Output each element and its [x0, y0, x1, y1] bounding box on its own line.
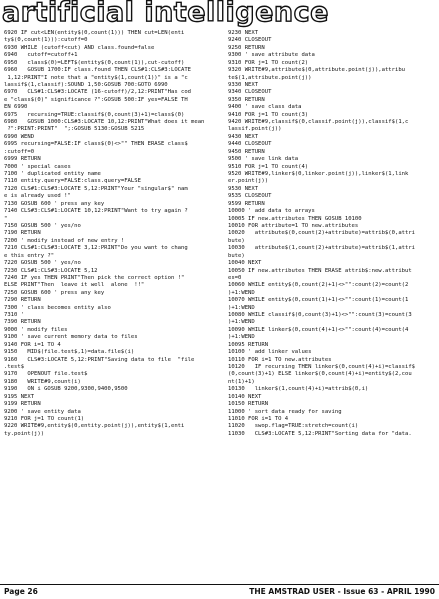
code-line: 7300 ' class becomes entity also — [4, 304, 111, 311]
code-listing-left-column — [4, 30, 217, 438]
code-line: 7200 ' modify instead of new entry ! — [4, 237, 125, 244]
code-line: 6975 recursing=TRUE:classif$(0,count(3)+1)=class$(0) — [4, 111, 185, 118]
code-line: lassif.point(j)) — [228, 126, 282, 133]
page-number: Page 26 — [4, 587, 38, 596]
code-line: e "class$(0)" significance ?":GOSUB 500:IF yes=FALSE TH — [4, 96, 188, 103]
code-line: (0,count(3)+1) ELSE linker$(0,count(4)+i)=entity$(2,cou — [228, 371, 412, 378]
code-line: 6960 GOSUB 1700:IF class.found THEN CLS#1:CLS#3:LOCATE — [4, 67, 192, 74]
code-line: 9000 ' modify files — [4, 326, 68, 333]
code-line: 9240 CLOSEOUT — [228, 37, 272, 44]
code-line: 10060 WHILE entity$(0,count(2)+1)<>"":count(2)=count(2 — [228, 282, 409, 289]
code-line: 6930 WHILE (cutoff<cut) AND class.found=false — [4, 44, 155, 51]
code-line: 9140 FOR i=1 TO 4 — [4, 341, 61, 348]
code-line: 9180 WRITE#9,count(i) — [4, 378, 81, 385]
code-line: 9170 OPENOUT file.test$ — [4, 371, 88, 378]
code-line: 11020 swop.flag=TRUE:stretch=count(i) — [228, 423, 359, 430]
code-line: 6980 GOSUB 1000:CLS#3:LOCATE 10,12:PRINT"What does it mean — [4, 119, 205, 126]
code-line: 6995 recursing=FALSE:IF class$(0)<>"" THEN ERASE class$ — [4, 141, 188, 148]
code-line: 9190 ON i GOSUB 9200,9300,9400,9500 — [4, 386, 128, 393]
code-line: 10120 IF recursing THEN linker$(0,count(4)+i)=classif$ — [228, 363, 416, 370]
code-line: es=0 — [228, 274, 242, 281]
code-line: 10090 WHILE linker$(0,count(4)+1)<>"":count(4)=count(4 — [228, 326, 409, 333]
code-line: EN 6990 — [4, 104, 28, 111]
code-line: 9510 FOR j=1 TO count(4) — [228, 163, 309, 170]
code-line: 9250 RETURN — [228, 44, 265, 51]
code-line: e this entry ?" — [4, 252, 55, 259]
code-line: 7100 ' duplicated entity name — [4, 171, 101, 178]
code-line: 9150 MID$(file.test$,1)=data.file$(i) — [4, 349, 135, 356]
code-line: 10030 attribute$(1,count(2)+attribute)=attrib$(1,attri — [228, 245, 416, 252]
code-line: 9100 ' save current memory data to files — [4, 334, 138, 341]
code-line: 10130 linker$(1,count(4)+i)=attrib$(0,i) — [228, 386, 369, 393]
code-line: 7000 ' special cases — [4, 163, 71, 170]
code-line: ty$(0,count(1))):cutoff=0 — [4, 37, 88, 44]
code-line: 6999 RETURN — [4, 156, 41, 163]
section-title: artificial intelligence — [2, 0, 329, 28]
code-line: 10150 RETURN — [228, 401, 269, 408]
code-line: 7210 CLS#1:CLS#3:LOCATE 3,12:PRINT"Do you want to chang — [4, 245, 188, 252]
code-line: 7250 GOSUB 600 ' press any key — [4, 289, 105, 296]
code-line: 10070 WHILE entity$(0,count(1)+1)<>"":count(1)=count(1 — [228, 297, 409, 304]
code-line: 11010 FOR i=1 TO 4 — [228, 415, 289, 422]
code-line: 9210 FOR j=1 TO count(1) — [4, 415, 85, 422]
code-line: )+1:WEND — [228, 319, 255, 326]
code-line: 6940 cutoff=cutoff+1 — [4, 52, 78, 59]
code-line: 9220 WRITE#9,entity$(0,entity.point(j)),entity$(1,enti — [4, 423, 185, 430]
code-line: 10110 FOR i=1 TO new.attributes — [228, 356, 332, 363]
code-line: bute) — [228, 237, 245, 244]
code-line: 9599 RETURN — [228, 200, 265, 207]
code-line: 9430 NEXT — [228, 133, 259, 140]
code-line: 7190 RETURN — [4, 230, 41, 237]
code-line: 7290 RETURN — [4, 297, 41, 304]
code-line: )+1:WEND — [228, 334, 255, 341]
code-line: 10100 ' add linker values — [228, 349, 312, 356]
code-line: )+1:WEND — [228, 289, 255, 296]
page-footer — [0, 584, 439, 599]
code-line: 11030 CLS#3:LOCATE 5,12:PRINT"Sorting data for "data. — [228, 430, 412, 437]
code-line: 6970 CLS#1:CLS#3:LOCATE (16-cutoff)/2,12:PRINT"Has cod — [4, 89, 192, 96]
code-line: 9410 FOR j=1 TO count(3) — [228, 111, 309, 118]
code-line: 7230 CLS#1:CLS#3:LOCATE 5,12 — [4, 267, 98, 274]
code-line: .test$ — [4, 363, 25, 370]
code-line: 7220 GOSUB 500 ' yes/no — [4, 260, 81, 267]
code-line: 6950 class$(0)=LEFT$(entity$(0,count(1)),cut-cutoff) — [4, 59, 185, 66]
code-line: nt(1)+1) — [228, 378, 255, 385]
code-line: 9230 NEXT — [228, 30, 259, 36]
code-line: 7130 GOSUB 600 ' press any key — [4, 200, 105, 207]
code-line: 9520 WRITE#9,linker$(0,linker.point(j)),linker$(1,link — [228, 171, 409, 178]
code-line: 9160 CLS#3:LOCATE 5,12:PRINT"Saving data to file "file — [4, 356, 195, 363]
code-line: 6990 WEND — [4, 133, 35, 140]
code-line: 7310 ' — [4, 312, 25, 319]
code-line: 10005 IF new.attributes THEN GOSUB 10100 — [228, 215, 362, 222]
code-line: 7110 entity.query=FALSE:class.query=FALSE — [4, 178, 141, 185]
code-line: 10010 FOR attribute=1 TO new.attributes — [228, 222, 359, 229]
code-line: te$(1,attribute.point(j)) — [228, 74, 312, 81]
code-line: 7150 GOSUB 500 ' yes/no — [4, 222, 81, 229]
code-line: 10020 attribute$(0,count(2)+attribute)=attrib$(0,attri — [228, 230, 416, 237]
code-line: 9300 ' save attribute data — [228, 52, 315, 59]
code-line: 7240 IF yes THEN PRINT"Then pick the correct option !" — [4, 274, 185, 281]
code-line: 10095 RETURN — [228, 341, 269, 348]
code-line: 10080 WHILE classif$(0,count(3)+1)<>"":count(3)=count(3 — [228, 312, 412, 319]
code-line: 9500 ' save link data — [228, 156, 299, 163]
code-line: :cutoff=0 — [4, 148, 35, 155]
code-line: 11000 ' sort data ready for saving — [228, 408, 342, 415]
code-line: 10050 IF new.attributes THEN ERASE attrib$:new.attribut — [228, 267, 412, 274]
code-line: )+1:WEND — [228, 304, 255, 311]
code-line: 9340 CLOSEOUT — [228, 89, 272, 96]
code-line: 9530 NEXT — [228, 185, 259, 192]
code-line: 7120 CLS#1:CLS#3:LOCATE 5,12:PRINT"Your "singular$" nam — [4, 185, 188, 192]
code-line: 9320 WRITE#9,attribute$(0,attribute.point(j)),attribu — [228, 67, 405, 74]
code-line: 9195 NEXT — [4, 393, 35, 400]
page-header — [0, 0, 439, 26]
code-line: bute) — [228, 252, 245, 259]
code-line: 1,12:PRINT"I note that a "entity$(1,count(1))" is a "c — [4, 74, 188, 81]
code-line: lassif$(1,classif):SOUND 1,50:GOSUB 700:GOTO 6990 — [4, 81, 168, 88]
code-line: 10000 ' add data to arrays — [228, 208, 315, 215]
code-line: 9330 NEXT — [228, 81, 259, 88]
code-line: 9200 ' save entity data — [4, 408, 81, 415]
code-line: 9420 WRITE#9,classif$(0,classif.point(j)),classif$(1,c — [228, 119, 409, 126]
code-line: 10040 NEXT — [228, 260, 262, 267]
code-line: er.point(j)) — [228, 178, 269, 185]
magazine-issue: THE AMSTRAD USER - Issue 63 - APRIL 1990 — [249, 587, 435, 596]
code-line: 9535 CLOSEOUT — [228, 193, 272, 200]
code-line: e is already used !" — [4, 193, 71, 200]
code-line: " — [4, 215, 8, 222]
code-listing-right-column — [228, 30, 437, 438]
code-line: ELSE PRINT"Then leave it well alone !!" — [4, 282, 145, 289]
code-line: 7140 CLS#3:CLS#1:LOCATE 10,12:PRINT"Want to try again ? — [4, 208, 188, 215]
code-line: 9310 FOR j=1 TO count(2) — [228, 59, 309, 66]
code-line: 9350 RETURN — [228, 96, 265, 103]
code-line: ty.point(j)) — [4, 430, 45, 437]
code-line: 9400 ' save class data — [228, 104, 302, 111]
code-line: 7390 RETURN — [4, 319, 41, 326]
code-line: 9199 RETURN — [4, 401, 41, 408]
code-line: 9440 CLOSEOUT — [228, 141, 272, 148]
code-line: ?":PRINT:PRINT" ";:GOSUB 5130:GOSUB 5215 — [4, 126, 145, 133]
code-line: 6920 IF cut<LEN(entity$(0,count(1))) THEN cut=LEN(enti — [4, 30, 185, 36]
code-line: 10140 NEXT — [228, 393, 262, 400]
code-line: 9450 RETURN — [228, 148, 265, 155]
